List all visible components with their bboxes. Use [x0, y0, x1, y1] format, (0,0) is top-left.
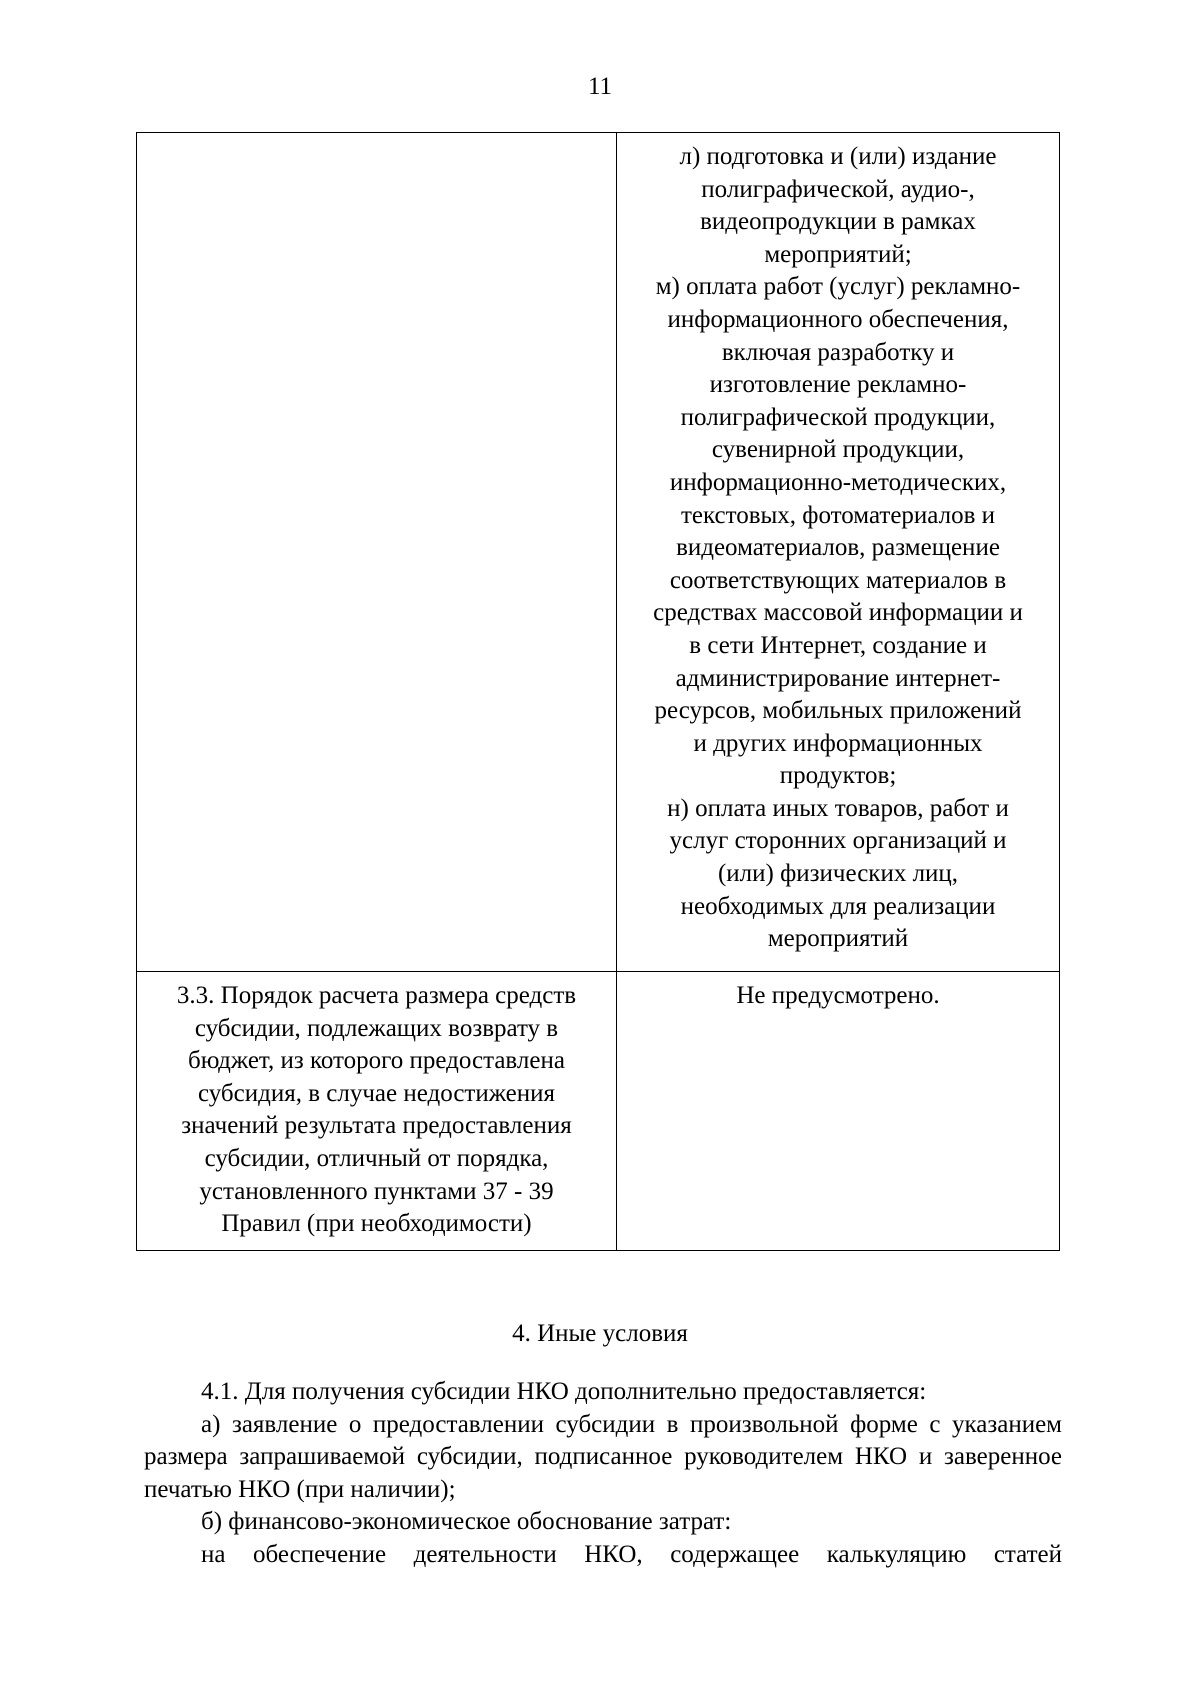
expense-items-cell — [617, 133, 1060, 972]
paragraph-a: а) заявление о предоставлении субсидии в произвольной форме с указанием размера запрашиваемой субсидии, подписанное руководителем НКО и заверенное печатью НКО (при наличии); — [144, 1410, 1062, 1503]
cell-line: Не предусмотрено. — [736, 982, 940, 1009]
table-row — [137, 133, 1060, 972]
table-cell-empty — [137, 133, 617, 972]
cell-line: л) подготовка и (или) издание — [679, 143, 997, 170]
cell-line: сувенирной продукции, — [711, 436, 965, 464]
cell-line: видеопродукции в рамках — [700, 208, 976, 236]
cell-line: полиграфической, аудио-, — [701, 175, 975, 203]
table-row — [137, 972, 1060, 1251]
cell-line: мероприятий; — [764, 240, 912, 268]
cell-line: в сети Интернет, создание и — [689, 631, 987, 659]
cell-line: продуктов; — [779, 762, 897, 790]
cell-line: 3.3. Порядок расчета размера средств — [176, 982, 577, 1009]
cell-line: Правил (при необходимости) — [221, 1210, 532, 1238]
cell-line: субсидия, в случае недостижения — [197, 1079, 556, 1107]
cell-line: текстовых, фотоматериалов и — [680, 501, 996, 529]
cell-line: бюджет, из которого предоставлена — [188, 1047, 565, 1075]
cell-line: изготовление рекламно- — [709, 371, 967, 399]
paragraph-4-1: 4.1. Для получения субсидии НКО дополнительно предоставляется: — [201, 1378, 927, 1405]
cell-line: значений результата предоставления — [181, 1112, 572, 1140]
section-body — [144, 1376, 1062, 1571]
section-heading: 4. Иные условия — [512, 1320, 688, 1347]
cell-line: полиграфической продукции, — [680, 403, 996, 431]
cell-line: включая разработку и — [721, 338, 955, 366]
cell-line: видеоматериалов, размещение — [676, 534, 1000, 562]
cell-line: администрирование интернет- — [675, 664, 1001, 692]
refund-procedure-cell — [137, 972, 617, 1251]
cell-line: мероприятий — [767, 925, 909, 953]
cell-line: информационно-методических, — [669, 468, 1007, 496]
cell-line: субсидии, отличный от порядка, — [204, 1144, 549, 1172]
cell-line: м) оплата работ (услуг) рекламно- — [655, 273, 1021, 301]
cell-line: и других информационных — [693, 729, 983, 757]
paragraph-costs: на обеспечение деятельности НКО, содержащее калькуляцию статей — [201, 1540, 1062, 1568]
cell-line: услуг сторонних организаций и — [669, 827, 1007, 855]
cell-line: ресурсов, мобильных приложений — [654, 697, 1022, 725]
conditions-table — [136, 132, 1060, 1251]
cell-line: средствах массовой информации и — [653, 599, 1023, 627]
cell-line: необходимых для реализации — [680, 892, 996, 920]
cell-line: соответствующих материалов в — [669, 566, 1007, 594]
cell-line: н) оплата иных товаров, работ и — [667, 794, 1009, 822]
page-number: 11 — [587, 73, 613, 100]
paragraph-b: б) финансово-экономическое обоснование затрат: — [201, 1508, 732, 1535]
cell-line: информационного обеспечения, — [667, 305, 1009, 333]
not-provided-cell — [617, 972, 1060, 1251]
cell-line: установленного пунктами 37 - 39 — [199, 1177, 554, 1205]
cell-line: (или) физических лиц, — [717, 860, 959, 888]
cell-line: субсидии, подлежащих возврату в — [194, 1014, 559, 1042]
